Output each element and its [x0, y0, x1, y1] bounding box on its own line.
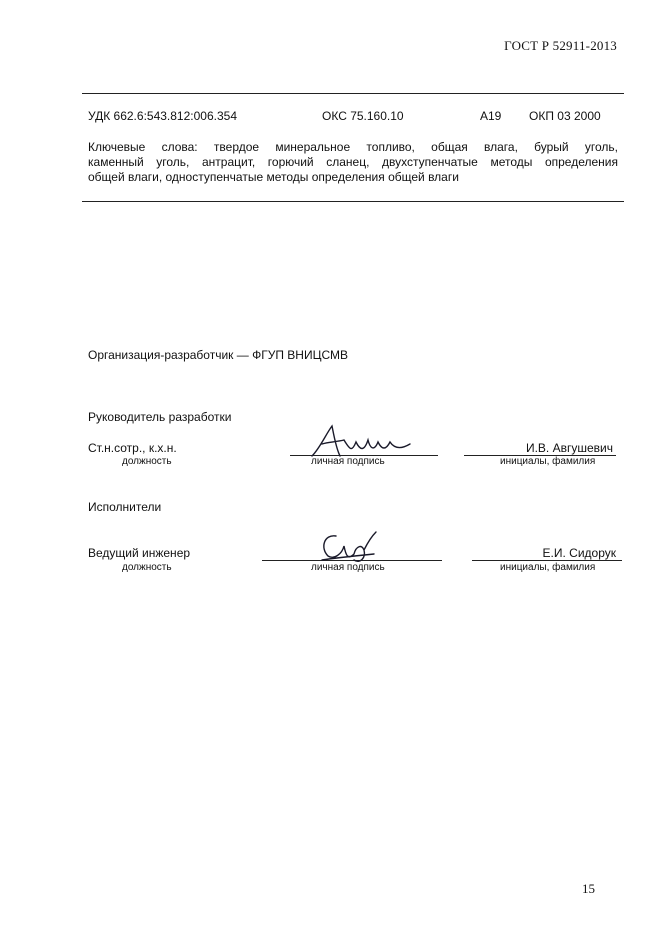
performer-position-caption: должность	[122, 562, 172, 573]
lead-heading: Руководитель разработки	[88, 410, 232, 424]
bottom-divider	[82, 201, 624, 202]
keywords-line-3: общей влаги, одноступенчатые методы определения общей влаги	[88, 170, 459, 184]
lead-name-caption: инициалы, фамилия	[500, 456, 596, 467]
performer-name-line	[472, 560, 622, 561]
lead-position-caption: должность	[122, 456, 172, 467]
keywords-line-2: каменный уголь, антрацит, горючий сланец, двухступенчатые методы определения	[88, 155, 618, 169]
document-code: ГОСТ Р 52911-2013	[504, 38, 617, 53]
oks-code: ОКС 75.160.10	[322, 109, 404, 123]
udk-code: УДК 662.6:543.812:006.354	[88, 109, 237, 123]
group-code: А19	[480, 109, 502, 123]
performer-signature-caption: личная подпись	[311, 562, 385, 573]
performers-heading: Исполнители	[88, 500, 162, 514]
okp-code: ОКП 03 2000	[529, 109, 601, 123]
performer-name: Е.И. Сидорук	[542, 546, 616, 560]
lead-signature-caption: личная подпись	[311, 456, 385, 467]
performer-name-caption: инициалы, фамилия	[500, 562, 596, 573]
keywords-block	[88, 140, 618, 185]
lead-name: И.В. Авгушевич	[525, 441, 613, 455]
performer-position: Ведущий инженер	[88, 546, 191, 560]
keywords-line-1: Ключевые слова: твердое минеральное топливо, общая влага, бурый уголь,	[88, 140, 618, 154]
lead-position: Ст.н.сотр., к.х.н.	[88, 441, 177, 455]
page-number: 15	[582, 881, 595, 896]
developer-organization: Организация-разработчик — ФГУП ВНИЦСМВ	[88, 348, 348, 362]
top-divider	[82, 93, 624, 94]
